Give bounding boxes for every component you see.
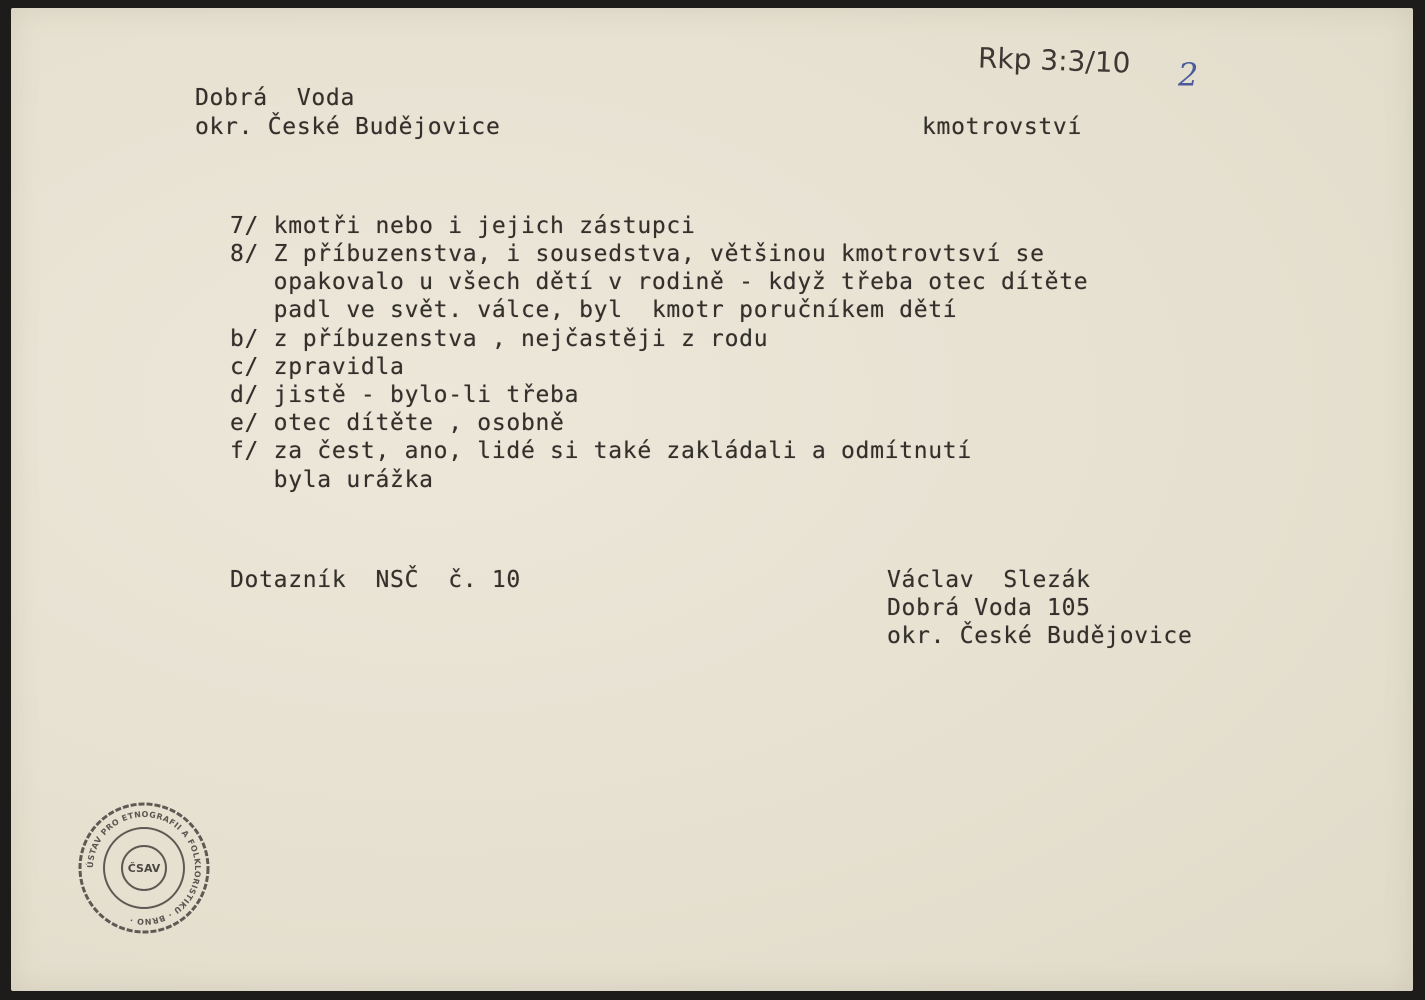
district-name: okr. České Budějovice (195, 114, 501, 140)
answer-line: padl ve svět. válce, byl kmotr poručníkem dětí (230, 297, 958, 323)
topic-label: kmotrovství (922, 114, 1083, 140)
stamp-outer-text: ÚSTAV PRO ETNOGRAFII A FOLKLORISTIKU · BRNO · (85, 809, 203, 927)
archive-card (11, 8, 1413, 991)
answer-line: f/ za čest, ano, lidé si také zakládali a odmítnutí (230, 438, 972, 464)
answer-line: c/ zpravidla (230, 354, 405, 380)
institution-stamp (76, 800, 212, 936)
answer-line: opakovalo u všech dětí v rodině - když třeba otec dítěte (230, 269, 1089, 295)
answer-line: b/ z příbuzenstva , nejčastěji z rodu (230, 326, 769, 352)
questionnaire-ref: Dotazník NSČ č. 10 (230, 567, 521, 593)
respondent-district: okr. České Budějovice (887, 623, 1193, 649)
answer-line: 7/ kmotři nebo i jejich zástupci (230, 213, 696, 239)
answer-line: d/ jistě - bylo-li třeba (230, 382, 580, 408)
answer-line: byla urážka (230, 467, 434, 493)
answer-line: 8/ Z příbuzenstva, i sousedstva, většinou kmotrovtsví se (230, 241, 1045, 267)
place-name: Dobrá Voda (195, 85, 356, 111)
archive-number: Rkp 3:3/10 (977, 41, 1131, 80)
respondent-name: Václav Slezák (887, 567, 1091, 593)
stamp-center-text: ČSAV (127, 862, 161, 875)
respondent-address: Dobrá Voda 105 (887, 595, 1091, 621)
answer-line: e/ otec dítěte , osobně (230, 410, 565, 436)
handwritten-number: 2 (1178, 56, 1199, 94)
